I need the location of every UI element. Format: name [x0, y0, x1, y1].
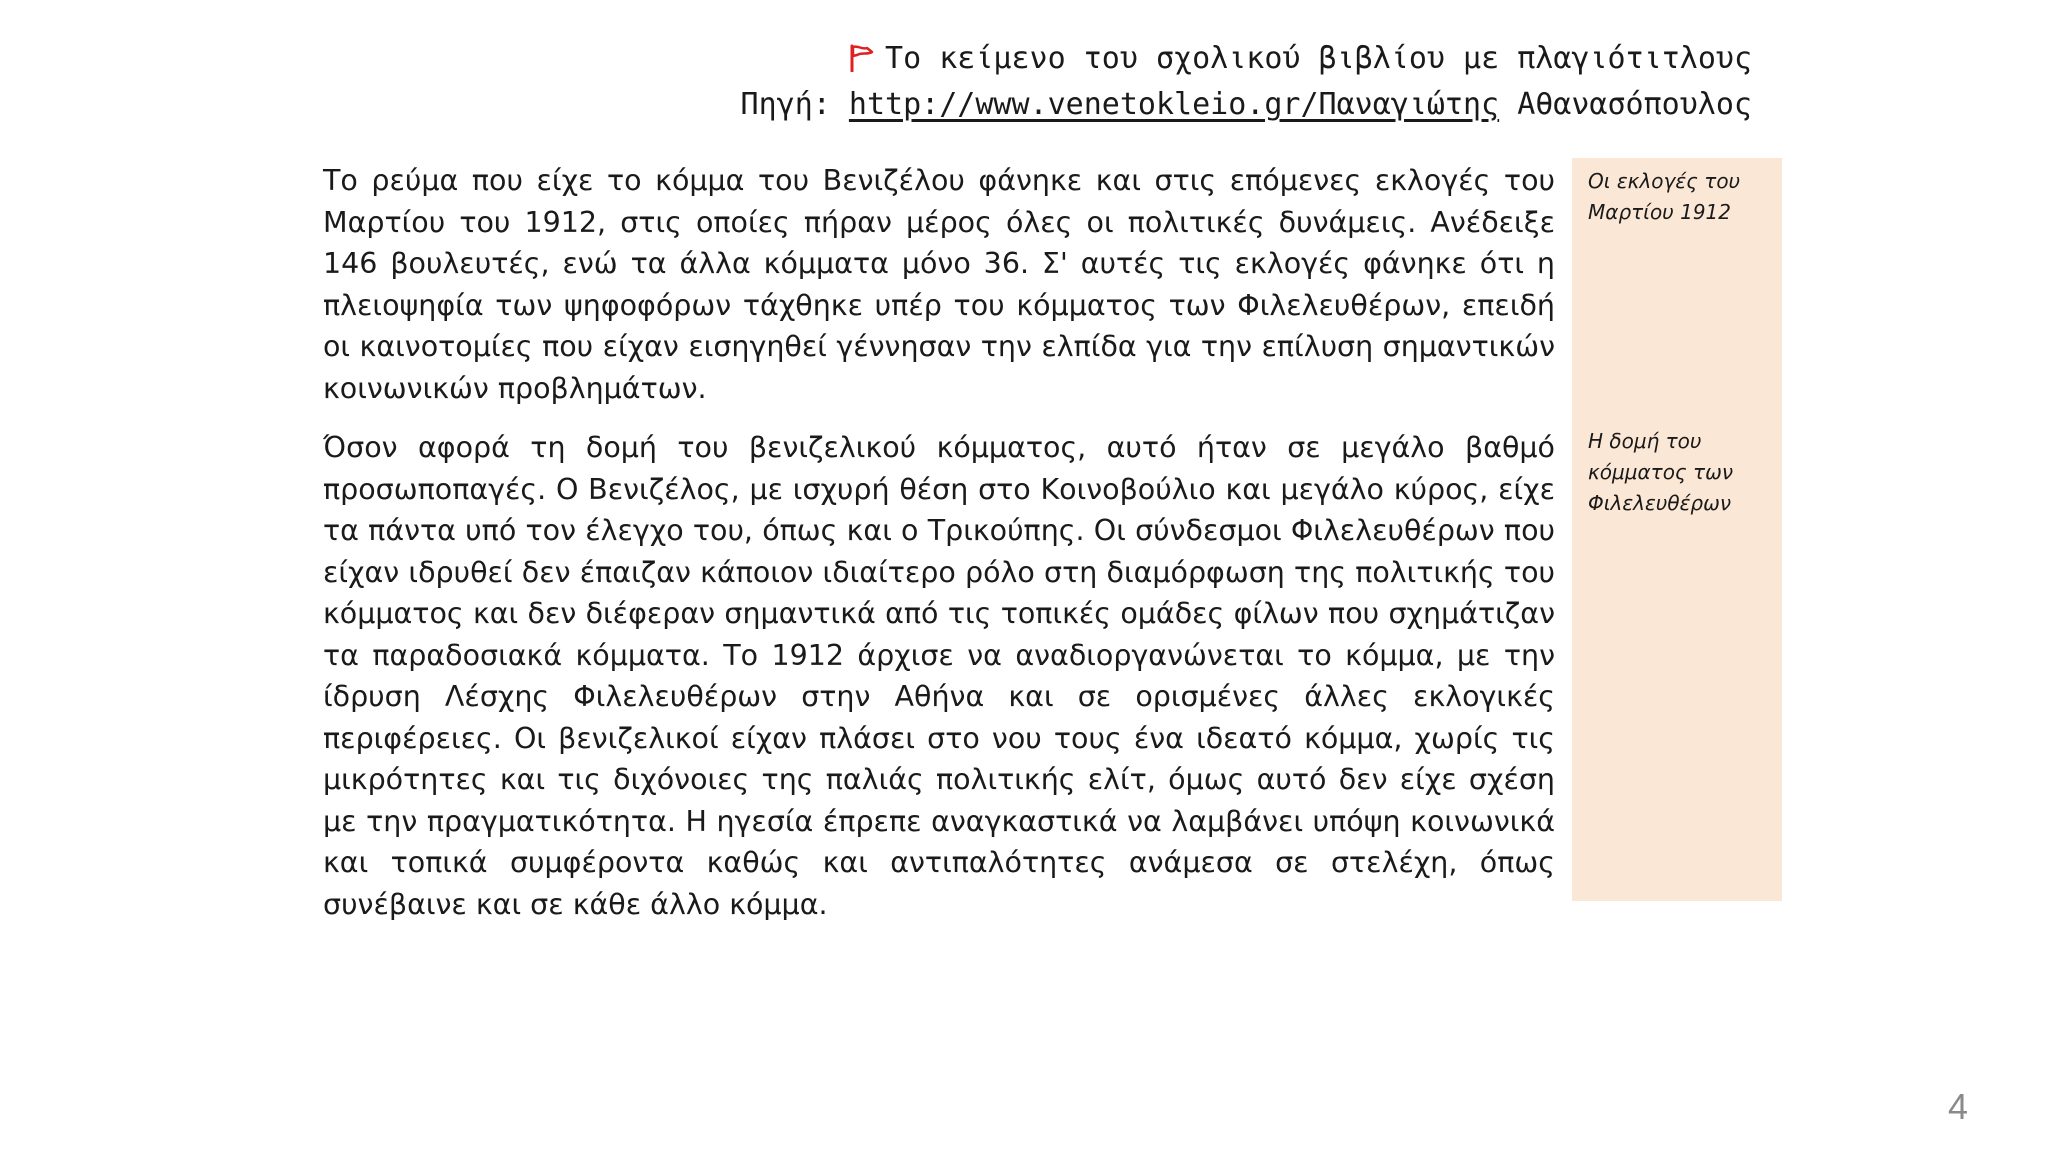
main-text — [323, 160, 1555, 943]
source-author: Αθανασόπουλος — [1517, 87, 1752, 122]
source-label: Πηγή: — [740, 87, 831, 122]
slide-header — [741, 38, 1752, 126]
paragraph: Το ρεύμα που είχε το κόμμα του Βενιζέλου φάνηκε και στις επόμενες εκλογές του Μαρτίου του 1912, στις οποίες πήραν μέρος όλες οι πολιτικές δυνάμεις. Ανέδειξε 146 βουλευτές, ενώ τα άλλα κόμματα μόνο 36. Σ' αυτές τις εκλογές φάνηκε ότι η πλειοψηφία των ψηφοφόρων τάχθηκε υπέρ του κόμματος των Φιλελευθέρων, επειδή οι καινοτομίες που είχαν εισηγηθεί γέννησαν την ελπίδα για την επίλυση σημαντικών κοινωνικών προβλημάτων. — [323, 164, 1555, 405]
source-link[interactable]: http://www.venetokleio.gr/Παναγιώτης — [848, 87, 1500, 122]
header-source-line — [741, 84, 1752, 126]
sidebar-margin-notes — [1572, 158, 1782, 901]
header-title: Το κείμενο του σχολικού βιβλίου με πλαγιότιτλους — [885, 41, 1752, 76]
paragraph: Όσον αφορά τη δομή του βενιζελικού κόμματος, αυτό ήταν σε μεγάλο βαθμό προσωποπαγές. Ο Βενιζέλος, με ισχυρή θέση στο Κοινοβούλιο και μεγάλο κύρος, είχε τα πάντα υπό τον έλεγχο του, όπως και ο Τρικούπης. Οι σύνδεσμοι Φιλελευθέρων που είχαν ιδρυθεί δεν έπαιζαν κάποιον ιδιαίτερο ρόλο στη διαμόρφωση της πολιτικής του κόμματος και δεν διέφεραν σημαντικά από τις τοπικές ομάδες φίλων που σχημάτιζαν τα παραδοσιακά κόμματα. Το 1912 άρχισε να αναδιοργανώνεται το κόμμα, με την ίδρυση Λέσχης Φιλελευθέρων στην Αθήνα και σε ορισμένες άλλες εκλογικές περιφέρειες. Οι βενιζελικοί είχαν πλάσει στο νου τους ένα ιδεατό κόμμα, χωρίς τις μικρότητες και τις διχόνοιες της παλιάς πολιτικής ελίτ, όμως αυτό δεν είχε σχέση με την πραγματικότητα. Η ηγεσία έπρεπε αναγκαστικά να λαμβάνει υπόψη κοινωνικά και τοπικά συμφέροντα καθώς και αντιπαλότητες ανάμεσα σε στελέχη, όπως συνέβαινε και σε κάθε άλλο κόμμα. — [323, 431, 1555, 921]
margin-note: Η δομή του κόμματος των Φιλελευθέρων — [1588, 429, 1733, 515]
page-number: 4 — [1947, 1086, 1968, 1127]
header-title-line — [741, 38, 1752, 84]
flag-icon — [849, 42, 875, 84]
margin-note: Οι εκλογές του Μαρτίου 1912 — [1588, 169, 1741, 224]
